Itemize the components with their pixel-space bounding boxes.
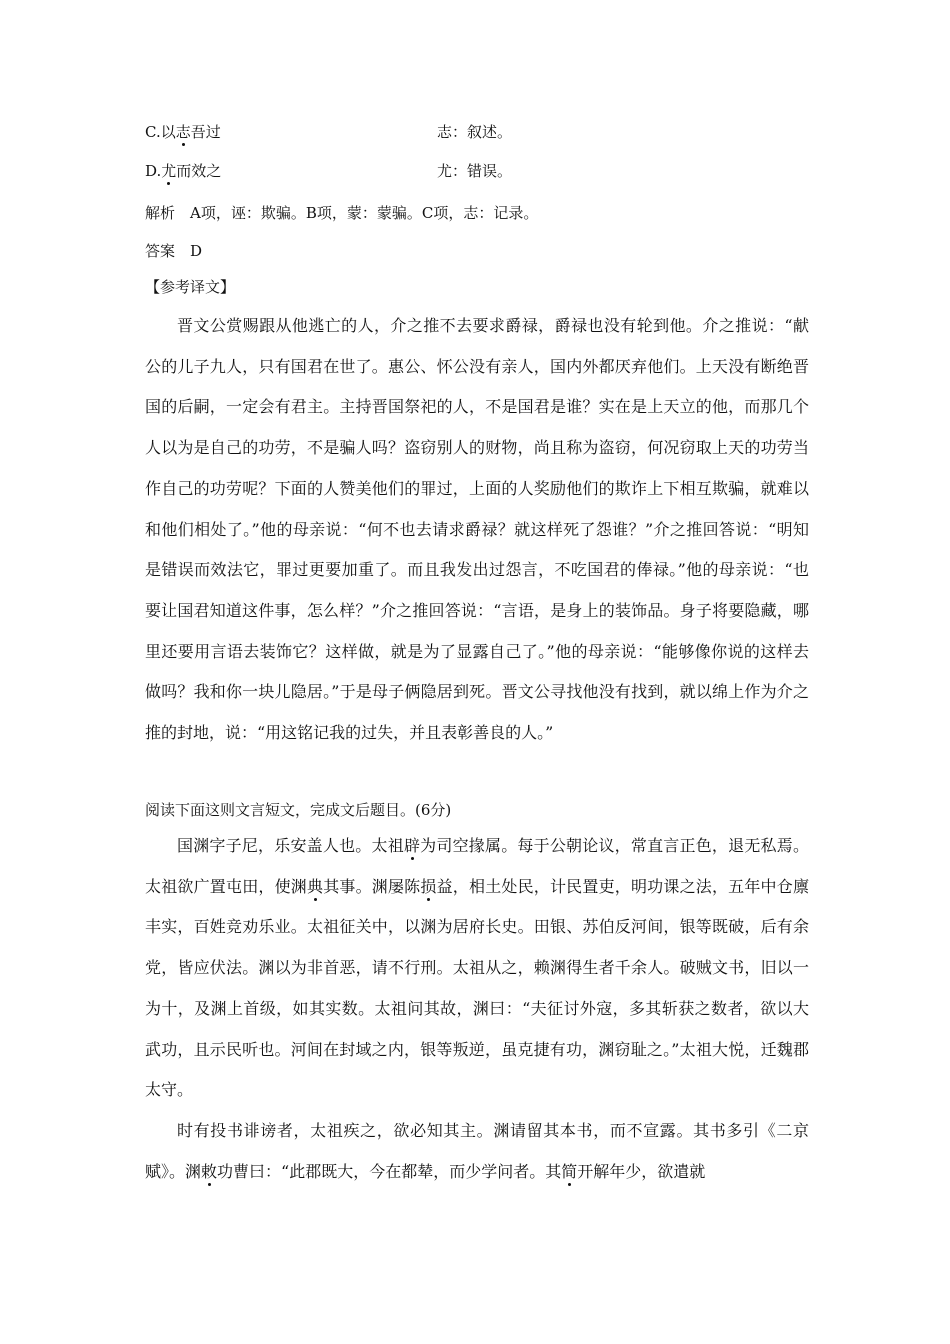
- passage-paragraph-2: 时有投书诽谤者，太祖疾之，欲必知其主。渊请留其本书，而不宣露。其书多引《二京赋》。渊敕功曹曰：“此郡既大，今在都辇，而少学问者。其简开解年少，欲遣就: [145, 1120, 809, 1181]
- dotted-character: 敕: [201, 1161, 218, 1181]
- analysis-line: 解析 A项，诬：欺骗。B项，蒙：蒙骗。C项，志：记录。: [145, 204, 539, 222]
- translation-paragraph: 晋文公赏赐跟从他逃亡的人，介之推不去要求爵禄，爵禄也没有轮到他。介之推说：“献公的儿子九人，只有国君在世了。惠公、怀公没有亲人，国内外都厌弃他们。上天没有断绝晋国的后嗣，一定会有君主。主持晋国祭祀的人，不是国君是谁？实在是上天立的他，而那几个人以为是自己的功劳，不是骗人吗？盗窃别人的财物，尚且称为盗窃，何况窃取上天的功劳当作自己的功劳呢？下面的人赞美他们的罪过，上面的人奖励他们的欺诈上下相互欺骗，就难以和他们相处了。”他的母亲说：“何不也去请求爵禄？就这样死了怨谁？”介之推回答说：“明知是错误而效法它，罪过更要加重了。而且我发出过怨言，不吃国君的俸禄。”他的母亲说：“也要让国君知道这件事，怎么样？”介之推回答说：“言语，是身上的装饰品。身子将要隐藏，哪里还要用言语去装饰它？这样做，就是为了显露自己了。”他的母亲说：“能够像你说的这样去做吗？我和你一块儿隐居。”于是母子俩隐居到死。晋文公寻找他没有找到，就以绵上作为介之推的封地，说：“用这铭记我的过失，并且表彰善良的人。”: [145, 316, 809, 743]
- option-c-text: C.以志吾过: [145, 123, 221, 141]
- dotted-character: 简: [561, 1161, 578, 1181]
- dotted-character: 志: [175, 123, 191, 141]
- option-d-text: D.尤而效之: [145, 162, 222, 180]
- passage-paragraph-1: 国渊字子尼，乐安盖人也。太祖辟为司空掾属。每于公朝论议，常直言正色，退无私焉。太祖欲广置屯田，使渊典其事。渊屡陈损益，相土处民，计民置吏，明功课之法，五年中仓廪丰实，百姓竞劝乐业。太祖征关中，以渊为居府长史。田银、苏伯反河间，银等既破，后有余党，皆应伏法。渊以为非首恶，请不行刑。太祖从之，赖渊得生者千余人。破贼文书，旧以一为十，及渊上首级，如其实数。太祖问其故，渊曰：“夫征讨外寇，多其斩获之数者，欲以大武功，且示民听也。河间在封域之内，银等叛逆，虽克捷有功，渊窃耻之。”太祖大悦，迁魏郡太守。: [145, 836, 809, 1100]
- translation-block: [145, 306, 809, 754]
- passage-block: [145, 826, 809, 1192]
- translation-heading: 【参考译文】: [145, 278, 236, 296]
- dotted-character: 损: [420, 876, 437, 896]
- option-c-gloss: 志：叙述。: [437, 123, 513, 141]
- dotted-character: 尤: [161, 162, 177, 180]
- answer-line: 答案 D: [145, 242, 203, 260]
- dotted-character: 辟: [403, 836, 421, 855]
- dotted-character: 典: [306, 876, 324, 896]
- instruction-line: 阅读下面这则文言短文，完成文后题目。(6分): [145, 801, 452, 819]
- option-d-gloss: 尤：错误。: [437, 162, 513, 180]
